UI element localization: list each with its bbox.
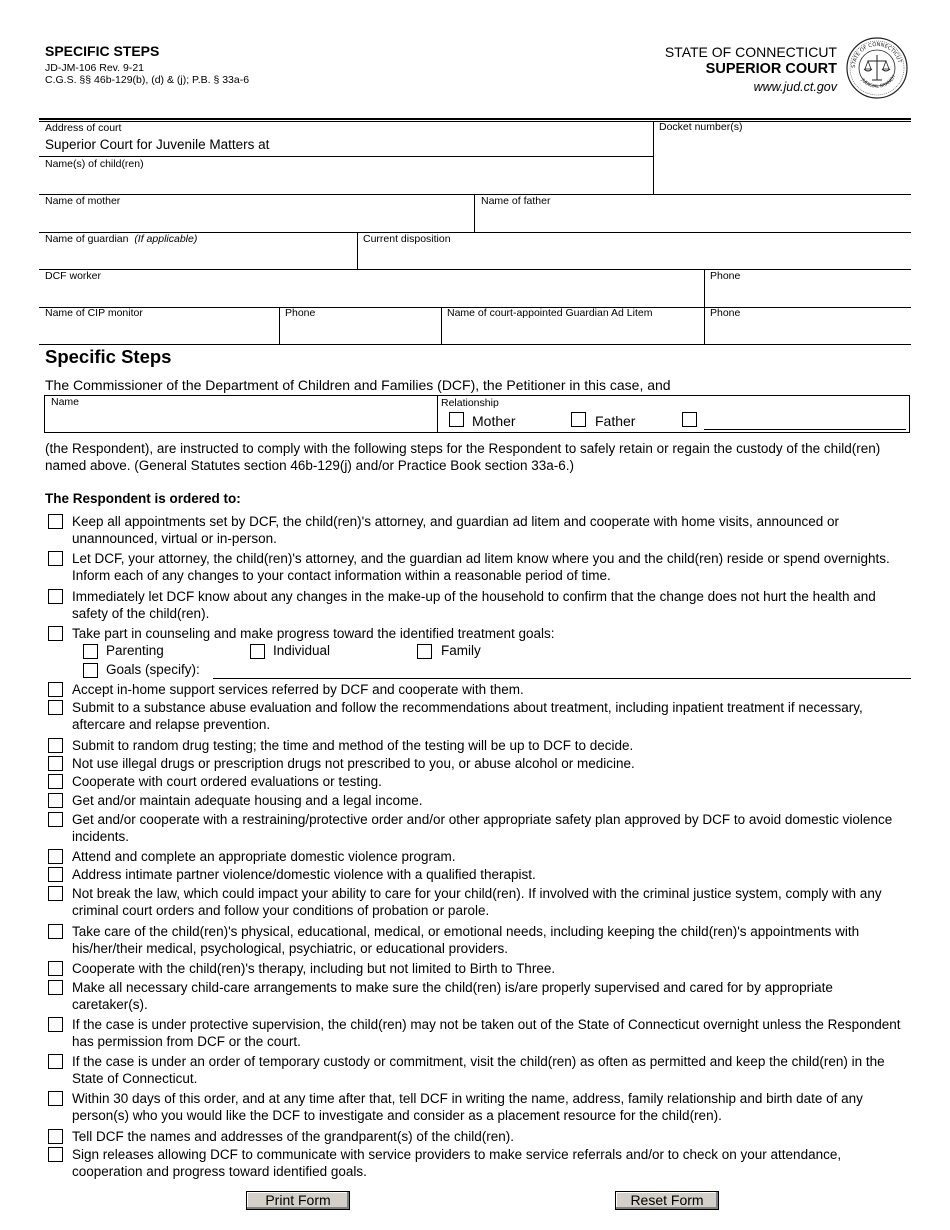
order-item-text: Cooperate with the child(ren)'s therapy, including but not limited to Birth to Three. xyxy=(72,961,556,976)
order-item-checkbox[interactable] xyxy=(48,682,63,697)
cip-phone-field[interactable] xyxy=(283,320,437,342)
reset-form-button[interactable]: Reset Form xyxy=(615,1191,719,1210)
goals-label: Goals (specify): xyxy=(106,662,200,677)
respondent-name-label: Name xyxy=(51,396,80,408)
goals-field[interactable] xyxy=(213,678,911,679)
order-item-text: Let DCF, your attorney, the child(ren)'s attorney, and the guardian ad litem know where you and the child(ren) reside or spend overnights. Inform each of any changes to your contact information within a reasonable period of time. xyxy=(72,551,890,583)
current-disposition-label: Current disposition xyxy=(363,233,451,245)
order-item-text: Submit to a substance abuse evaluation and follow the recommendations about treatment, including inpatient treatment if necessary, aftercare and relapse prevention. xyxy=(72,700,863,732)
guardian-name-field[interactable] xyxy=(44,246,353,267)
respondent-name-field[interactable] xyxy=(48,408,433,430)
individual-label: Individual xyxy=(273,643,331,658)
order-item-text: Immediately let DCF know about any changes in the make-up of the household to confirm that the change does not hurt the health and safety of the child(ren). xyxy=(72,589,876,621)
order-item-text: If the case is under an order of temporary custody or commitment, visit the child(ren) as often as permitted and keep the child(ren) in the State of Connecticut. xyxy=(72,1054,885,1086)
order-item-checkbox[interactable] xyxy=(48,700,63,715)
dcf-worker-field[interactable] xyxy=(44,283,700,305)
goals-checkbox[interactable] xyxy=(83,663,98,678)
order-item-text: Address intimate partner violence/domestic violence with a qualified therapist. xyxy=(72,867,536,882)
order-item-text: Cooperate with court ordered evaluations or testing. xyxy=(72,774,382,789)
address-field[interactable]: Superior Court for Juvenile Matters at xyxy=(45,137,270,152)
order-item-checkbox[interactable] xyxy=(48,793,63,808)
father-checkbox[interactable] xyxy=(571,412,586,427)
order-item-checkbox[interactable] xyxy=(48,924,63,939)
order-item-text: Sign releases allowing DCF to communicate with service providers to make service referrals and/or to check on your attendance, cooperation and progress toward identified goals. xyxy=(72,1147,842,1179)
svg-text:JUDICIAL BRANCH: JUDICIAL BRANCH xyxy=(859,74,898,90)
family-label: Family xyxy=(441,643,481,658)
other-relationship-field[interactable] xyxy=(704,429,906,430)
statute-reference: C.G.S. §§ 46b-129(b), (d) & (j); P.B. § 33a-6 xyxy=(45,74,250,86)
gal-phone-field[interactable] xyxy=(708,320,908,342)
order-item-checkbox[interactable] xyxy=(48,1091,63,1106)
order-item-checkbox[interactable] xyxy=(48,1129,63,1144)
form-number: JD-JM-106 Rev. 9-21 xyxy=(45,62,145,74)
cip-monitor-label: Name of CIP monitor xyxy=(45,307,143,319)
mother-checkbox[interactable] xyxy=(449,412,464,427)
order-item-checkbox[interactable] xyxy=(48,812,63,827)
intro-text: The Commissioner of the Department of Children and Families (DCF), the Petitioner in this case, and xyxy=(45,377,671,393)
father-name-label: Name of father xyxy=(481,195,551,207)
father-name-field[interactable] xyxy=(478,208,908,230)
print-form-button[interactable]: Print Form xyxy=(246,1191,350,1210)
order-item-checkbox[interactable] xyxy=(48,980,63,995)
guardian-name-label: Name of guardian (If applicable) xyxy=(45,233,198,245)
order-item-checkbox[interactable] xyxy=(48,961,63,976)
mother-option-label: Mother xyxy=(472,413,516,429)
guardian-ad-litem-label: Name of court-appointed Guardian Ad Litem xyxy=(447,307,653,319)
court-name: SUPERIOR COURT xyxy=(705,61,837,77)
order-item-text: Attend and complete an appropriate domestic violence program. xyxy=(72,849,456,864)
judicial-seal-icon xyxy=(846,37,908,99)
children-name-field[interactable] xyxy=(44,171,649,192)
gal-phone-label: Phone xyxy=(710,307,741,319)
order-item-text: Not break the law, which could impact your ability to care for your child(ren). If involved with the criminal justice system, comply with any criminal court orders and follow your conditions of probation or parole. xyxy=(72,886,882,918)
section-heading: Specific Steps xyxy=(45,346,172,367)
order-item-checkbox[interactable] xyxy=(48,774,63,789)
cip-monitor-field[interactable] xyxy=(44,320,275,342)
order-item-checkbox[interactable] xyxy=(48,1017,63,1032)
mother-name-field[interactable] xyxy=(44,208,469,230)
dcf-phone-field[interactable] xyxy=(708,283,908,305)
order-item-text: Get and/or maintain adequate housing and a legal income. xyxy=(72,793,423,808)
order-item-text: Keep all appointments set by DCF, the child(ren)'s attorney, and guardian ad litem and cooperate with home visits, announced or unannounced, virtual or in-person. xyxy=(72,514,840,546)
order-item-text: Make all necessary child-care arrangements to make sure the child(ren) is/are properly supervised and cared for by appropriate caretaker(s). xyxy=(72,980,833,1012)
docket-number-label: Docket number(s) xyxy=(659,121,743,133)
order-item-checkbox[interactable] xyxy=(48,589,63,604)
order-item-checkbox[interactable] xyxy=(48,626,63,641)
order-item-text: If the case is under protective supervision, the child(ren) may not be taken out of the State of Connecticut overnight unless the Respondent has permission from DCF or the court. xyxy=(72,1017,901,1049)
father-option-label: Father xyxy=(595,413,636,429)
order-item-checkbox[interactable] xyxy=(48,849,63,864)
order-item-checkbox[interactable] xyxy=(48,1054,63,1069)
dcf-worker-label: DCF worker xyxy=(45,270,102,282)
ordered-heading: The Respondent is ordered to: xyxy=(45,491,241,506)
relationship-label: Relationship xyxy=(441,397,499,409)
order-item-checkbox[interactable] xyxy=(48,867,63,882)
order-item-checkbox[interactable] xyxy=(48,1147,63,1162)
svg-text:STATE OF CONNECTICUT: STATE OF CONNECTICUT xyxy=(850,41,903,69)
court-website: www.jud.ct.gov xyxy=(753,80,837,94)
current-disposition-field[interactable] xyxy=(361,246,908,267)
order-item-checkbox[interactable] xyxy=(48,886,63,901)
order-item-text: Take care of the child(ren)'s physical, educational, medical, or emotional needs, including keeping the child(ren)'s appointments with his/her/their medical, psychological, psychiatric, or educational providers. xyxy=(72,924,860,956)
individual-checkbox[interactable] xyxy=(250,644,265,659)
order-item-checkbox[interactable] xyxy=(48,551,63,566)
order-item-checkbox[interactable] xyxy=(48,756,63,771)
form-title: SPECIFIC STEPS xyxy=(45,43,160,59)
parenting-checkbox[interactable] xyxy=(83,644,98,659)
other-relationship-checkbox[interactable] xyxy=(682,412,697,427)
mother-name-label: Name of mother xyxy=(45,195,121,207)
address-label: Address of court xyxy=(45,122,122,134)
dcf-phone-label: Phone xyxy=(710,270,741,282)
docket-number-field[interactable] xyxy=(655,135,909,191)
order-item-text: Tell DCF the names and addresses of the grandparent(s) of the child(ren). xyxy=(72,1129,514,1144)
family-checkbox[interactable] xyxy=(417,644,432,659)
order-item-text: Submit to random drug testing; the time and method of the testing will be up to DCF to decide. xyxy=(72,738,634,753)
state-name: STATE OF CONNECTICUT xyxy=(664,44,837,60)
order-item-checkbox[interactable] xyxy=(48,514,63,529)
children-name-label: Name(s) of child(ren) xyxy=(45,158,144,170)
parenting-label: Parenting xyxy=(106,643,164,658)
guardian-ad-litem-field[interactable] xyxy=(445,320,700,342)
order-item-text: Get and/or cooperate with a restraining/protective order and/or other appropriate safety plan approved by DCF to avoid domestic violence incidents. xyxy=(72,812,893,844)
order-item-text: Not use illegal drugs or prescription drugs not prescribed to you, or abuse alcohol or medicine. xyxy=(72,756,635,771)
order-item-text: Take part in counseling and make progress toward the identified treatment goals: xyxy=(72,626,555,641)
respondent-instructions: (the Respondent), are instructed to comply with the following steps for the Respondent to safely retain or regain the custody of the child(ren) named above. (General Statutes section 46b-129(j) and/or Practice Book section 33a-6.) xyxy=(45,441,881,473)
order-item-text: Accept in-home support services referred by DCF and cooperate with them. xyxy=(72,682,524,697)
order-item-checkbox[interactable] xyxy=(48,738,63,753)
cip-phone-label: Phone xyxy=(285,307,316,319)
order-item-text: Within 30 days of this order, and at any time after that, tell DCF in writing the name, address, family relationship and birth date of any person(s) who you would like the DCF to investigate and consider as a placement resource for the child(ren). xyxy=(72,1091,863,1123)
